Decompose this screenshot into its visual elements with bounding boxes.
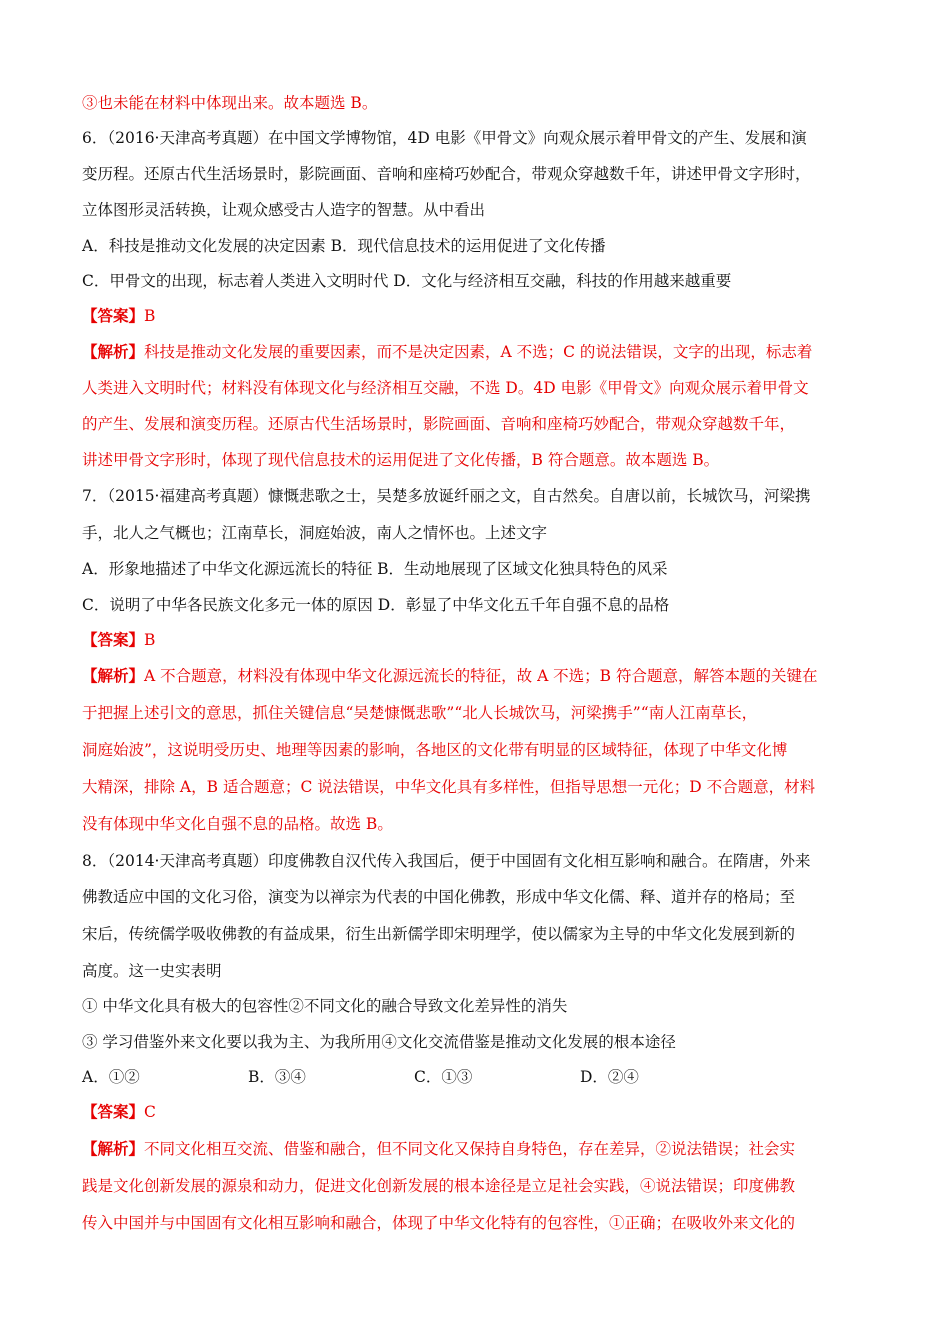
analysis-tag: 【解析】 <box>82 1139 145 1158</box>
q6-analysis-line: 的产生、发展和演变历程。还原古代生活场景时，影院画面、音响和座椅巧妙配合，带观众穿越数千年， <box>82 415 796 433</box>
analysis-tag: 【解析】 <box>82 666 145 685</box>
q8-statement-line: ③ 学习借鉴外来文化要以我为主、为我所用④文化交流借鉴是推动文化发展的根本途径 <box>82 1033 676 1051</box>
q6-stem-line: 变历程。还原古代生活场景时，影院画面、音响和座椅巧妙配合，带观众穿越数千年，讲述甲骨文字形时， <box>82 165 811 183</box>
q7-option-line: A．形象地描述了中华文化源远流长的特征 B．生动地展现了区域文化独具特色的风采 <box>82 560 668 578</box>
answer-tag: 【答案】 <box>82 306 145 325</box>
q6-option-line: A．科技是推动文化发展的决定因素 B．现代信息技术的运用促进了文化传播 <box>82 237 606 255</box>
q7-analysis-line <box>82 665 818 687</box>
q8-stem-line: 佛教适应中国的文化习俗，演变为以禅宗为代表的中国化佛教，形成中华文化儒、释、道并存的格局；至 <box>82 888 796 906</box>
q6-answer <box>82 305 155 327</box>
analysis-text: A 不合题意，材料没有体现中华文化源远流长的特征，故 A 不选；B 符合题意，解答本题的关键在 <box>144 667 818 685</box>
q7-stem-line: 手，北人之气概也；江南草长，洞庭始波，南人之情怀也。上述文字 <box>82 524 548 542</box>
q8-statement-line: ① 中华文化具有极大的包容性②不同文化的融合导致文化差异性的消失 <box>82 997 568 1015</box>
choice-c: C．①③ <box>414 1068 473 1086</box>
q6-option-line: C．甲骨文的出现，标志着人类进入文明时代 D．文化与经济相互交融，科技的作用越来越重要 <box>82 272 732 290</box>
analysis-text: 科技是推动文化发展的重要因素，而不是决定因素，A 不选；C 的说法错误，文字的出现，标志着 <box>144 343 813 361</box>
q6-stem-line: 立体图形灵活转换，让观众感受古人造字的智慧。从中看出 <box>82 201 486 219</box>
answer-value: C <box>144 1103 156 1121</box>
q7-option-line: C．说明了中华各民族文化多元一体的原因 D．彰显了中华文化五千年自强不息的品格 <box>82 596 670 614</box>
q7-analysis-line: 没有体现中华文化自强不息的品格。故选 B。 <box>82 815 393 833</box>
q6-analysis-line: 讲述甲骨文字形时，体现了现代信息技术的运用促进了文化传播，B 符合题意。故本题选 B。 <box>82 451 720 469</box>
q6-analysis-line: 人类进入文明时代；材料没有体现文化与经济相互交融，不选 D。4D 电影《甲骨文》向观众展示着甲骨文 <box>82 379 809 397</box>
answer-value: B <box>144 307 156 325</box>
q8-analysis-line: 践是文化创新发展的源泉和动力，促进文化创新发展的根本途径是立足社会实践，④说法错误；印度佛教 <box>82 1177 796 1195</box>
q7-analysis-line: 大精深，排除 A，B 适合题意；C 说法错误，中华文化具有多样性，但指导思想一元化；D 不合题意，材料 <box>82 778 816 796</box>
q7-answer <box>82 629 155 651</box>
answer-tag: 【答案】 <box>82 630 145 649</box>
choice-b: B．③④ <box>248 1068 306 1086</box>
q7-stem-line: 7．（2015·福建高考真题）慷慨悲歌之士，吴楚多放诞纤丽之文，自古然矣。自唐以前，长城饮马，河梁携 <box>82 487 811 505</box>
analysis-tag: 【解析】 <box>82 342 145 361</box>
q8-choices <box>82 1066 746 1088</box>
q7-analysis-line: 于把握上述引文的意思，抓住关键信息“吴楚慷慨悲歌”“北人长城饮马，河梁携手”“南人江南草长， <box>82 704 758 722</box>
q8-analysis-line: 传入中国并与中国固有文化相互影响和融合，体现了中华文化特有的包容性，①正确；在吸收外来文化的 <box>82 1214 796 1232</box>
answer-tag: 【答案】 <box>82 1102 145 1121</box>
intro-line: ③也未能在材料中体现出来。故本题选 B。 <box>82 94 378 112</box>
choice-a: A．①② <box>82 1068 140 1086</box>
q8-stem-line: 宋后，传统儒学吸收佛教的有益成果，衍生出新儒学即宋明理学，使以儒家为主导的中华文化发展到新的 <box>82 925 796 943</box>
answer-value: B <box>144 631 156 649</box>
q8-answer <box>82 1101 156 1123</box>
analysis-text: 不同文化相互交流、借鉴和融合，但不同文化又保持自身特色，存在差异，②说法错误；社会实 <box>144 1140 796 1158</box>
q6-stem-line: 6．（2016·天津高考真题）在中国文学博物馆，4D 电影《甲骨文》向观众展示着甲骨文的产生、发展和演 <box>82 129 807 147</box>
q8-stem-line: 高度。这一史实表明 <box>82 962 222 980</box>
choice-d: D．②④ <box>580 1068 639 1086</box>
q6-analysis-line <box>82 341 812 363</box>
q8-analysis-line <box>82 1138 795 1160</box>
q7-analysis-line: 洞庭始波”，这说明受历史、地理等因素的影响，各地区的文化带有明显的区域特征，体现了中华文化博 <box>82 741 788 759</box>
q8-stem-line: 8．（2014·天津高考真题）印度佛教自汉代传入我国后，便于中国固有文化相互影响和融合。在隋唐，外来 <box>82 852 811 870</box>
